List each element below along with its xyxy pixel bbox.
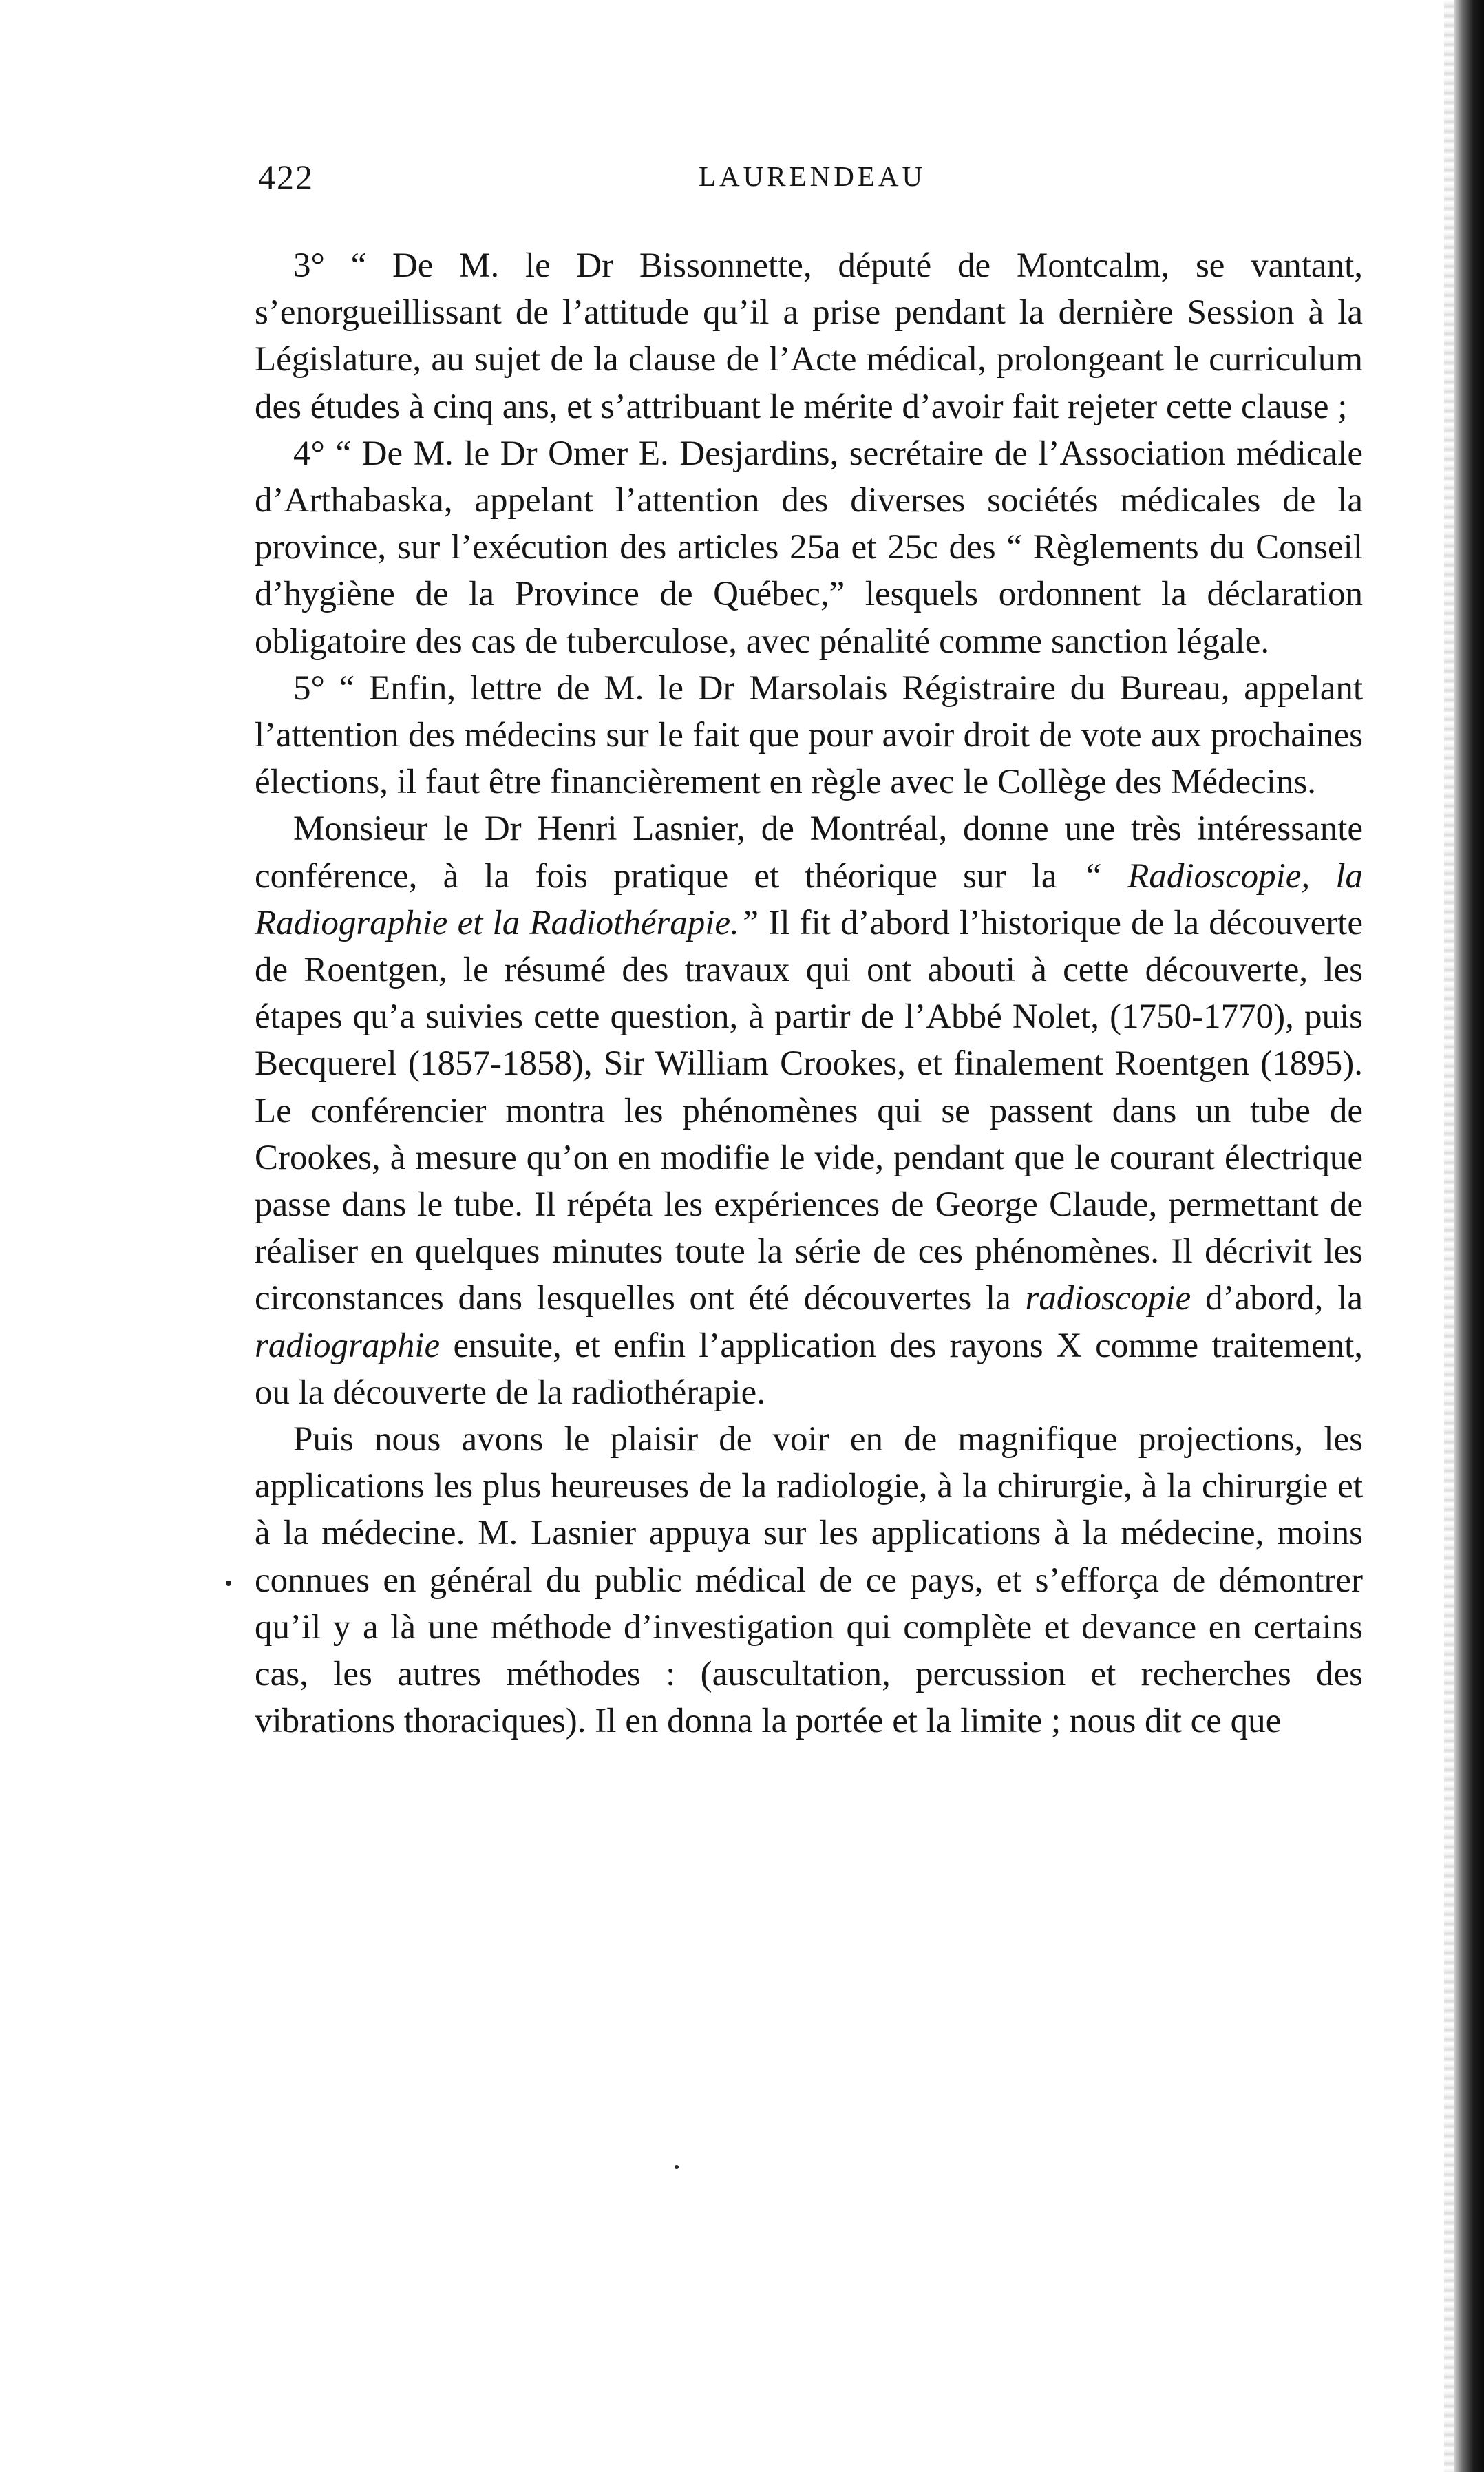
paragraph-item-4: 4° “ De M. le Dr Omer E. Desjardins, secrétaire de l’Association médicale d’Arthabaska, appelant l’attention des diverses sociétés médicales de la province, sur l’exécution des articles 25a et 25c des “ Règlements du Conseil d’hygiène de la Province de Québec,” lesquels ordonnent la déclaration obligatoire des cas de tuberculose, avec pénalité comme sanction légale. [255,434,1363,661]
running-head: LAURENDEAU [699,160,926,192]
page-binding-shadow [1454,0,1484,2472]
margin-speck [226,1581,231,1586]
paragraph-projections: Puis nous avons le plaisir de voir en de magnifique projections, les applications les plus heureuses de la radiologie, à la chirurgie, à la chirurgie et à la médecine. M. Lasnier appuya sur les applications à la médecine, moins connues en général du public médical de ce pays, et s’efforça de démontrer qu’il y a là une méthode d’investigation qui complète et devance en certains cas, les autres méthodes : (auscultation, percussion et recherches des vibrations thoraciques). Il en donna la portée et la limite ; nous dit ce que [255,1420,1363,1741]
body-text [255,242,1363,1745]
conference-intro: Monsieur le Dr Henri Lasnier, de Montréal, donne une très intéressante conférence, à la fois pratique et théorique sur la [255,810,1363,896]
margin-speck [675,2165,679,2169]
term-radioscopie: radioscopie [1025,1279,1191,1318]
paragraph-item-3: 3° “ De M. le Dr Bissonnette, député de Montcalm, se vantant, s’enorgueillissant de l’attitude qu’il a prise pendant la dernière Session à la Législature, au sujet de la clause de l’Acte médical, prolongeant le curriculum des études à cinq ans, et s’attribuant le mérite d’avoir fait rejeter cette clause ; [255,246,1363,426]
page-number: 422 [258,158,314,196]
conference-connector: d’abord, la [1205,1279,1363,1318]
paragraph-conference [255,805,1363,1416]
page-header [258,157,1373,205]
conference-title: “ Radioscopie, la Radiographie et la Radiothérapie.” [255,856,1363,942]
paragraph-item-5: 5° “ Enfin, lettre de M. le Dr Marsolais Régistraire du Bureau, appelant l’attention des médecins sur le fait que pour avoir droit de vote aux prochaines élections, il faut être financièrement en règle avec le Collège des Médecins. [255,668,1363,802]
conference-conclusion: ensuite, et enfin l’application des rayons X comme traitement, ou la découverte de la radiothérapie. [255,1326,1363,1412]
term-radiographie: radiographie [255,1326,441,1365]
conference-history: Il fit d’abord l’historique de la découverte de Roentgen, le résumé des travaux qui ont abouti à cette découverte, les étapes qu’a suivies cette question, à partir de l’Abbé Nolet, (1750-1770), puis Becquerel (1857-1858), Sir William Crookes, et finalement Roentgen (1895). Le conférencier montra les phénomènes qui se passent dans un tube de Crookes, à mesure qu’on en modifie le vide, pendant que le courant électrique passe dans le tube. Il répéta les expériences de George Claude, permettant de réaliser en quelques minutes toute la série de ces phénomènes. Il décrivit les circonstances dans lesquelles ont été découvertes la [255,903,1363,1318]
